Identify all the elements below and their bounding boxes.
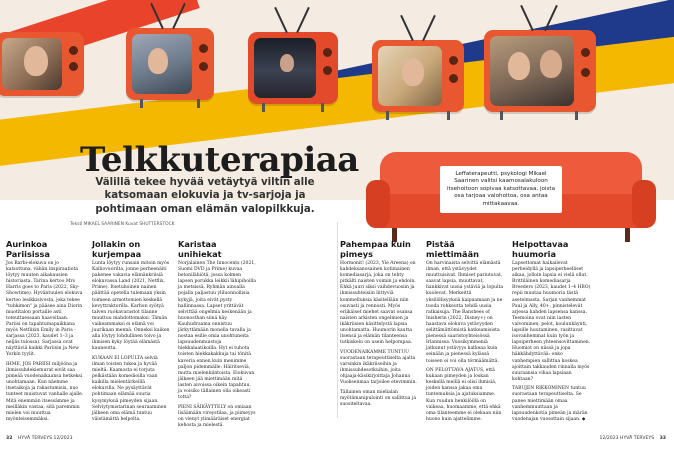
section-paragraph: PIENI SÄIKÄYTTELY on omiaan lisäämään vireystilaa, ja piimeyys on vienyt ylimääräiset energiat kehosta ja mielestä. (178, 404, 256, 428)
section-paragraph: Lunta löytyy runsain mitoin myös Kalliovuorilta, jonne perheenäiti pakenee vakavia elämänkriisiä elokuvassa Land (2021, Netflix, Prime). Itsetuhoinen nainen päättää opetella tulemaan yksin toimeen armottomien keskellä kevyttraktorilla. Karhun syötyä talven ruokavarastot tilanne muuttuu mahdottomaksi. Tämän vaikeammaksi ei elämä voi juurikaan mennä. Onneksi kaiken alla löytyy lohdullinen toivo ja ihmisen kyky löytää elämästä kauneutta. (92, 261, 170, 352)
section-paragraph: ON PELOTTAVA AJATUS, että kukaan pimeyden ja loskan keskellä meillä ei olisi ihmisiä, joiden kanssa jakaa oma tuntemuksia ja ajatuksiamme. Kun ruudun henkilöillä on vaikeaa, huomaamme, että ehkä oma tilanteemme ei olekaan niin huono kuin ajattelimme. (426, 368, 502, 422)
page-gutter (337, 222, 338, 418)
section-paragraph: Lapsettomat haikailevat perheidyllä ja lapsiperheelliset aikaa, jolloin lapsia ei vielä ollut. Brittiläinen komediasarja Breeders (2023, kaudet 1–4 HBO) repii muutaa huumoria tästä asetelmasta. Sarjan vanhemmat Paul ja Ally, 40+, pinnistelevät arjessa kahden lapsensa kanssa. Teemoina ovat niin lasten valvominen, pelot, koulunkäynti, lapsille huutaminen, rasittavat isovanhemmat kuin työn ja lapsiperheen yhteensovittaminen. Huomiot on niissä ja jopa häkkähdyttävää: onko vanhempien sallittua koskea ajoittain takkauden rinnalla myös suuraansia vihaa lapsiaan kohtaan? (512, 261, 591, 382)
tv-screen-2 (132, 34, 192, 94)
section-paragraph: TABUJEN RIKKOMINEN tuntuu suorastaan terapeuttiselta. Se panee miettimään omaa vanhemmuuttaan ja lapsuudenkotia pimeän ja märän vuodenajan vuosottain sijaan. ◆ (512, 386, 588, 422)
section-heading: Jollakin on kurjempaa (92, 239, 142, 259)
section-paragraph: IHME, JOS PARIISI miljööna ja ihmissuhdekiemurat eivät saa pimeää vuodenaikaansa hetkeksi unohtamaan. Kun näemme itsetaikoja ja rakastumisia, nuo tunteet muistuvat vanhalle ajalle. Mitä enemmän itsessämme ja meilläkin vastaa, sitä paremmin mielen voi muuttua myönteisemmäksi. (6, 362, 84, 422)
tv-screen-4 (378, 46, 442, 106)
tv-screen-1 (2, 38, 62, 90)
article-title: Telkkuterapiaa (80, 140, 359, 180)
section-heading: Karistaa unihiekat (178, 239, 222, 259)
magazine-label-right: 12/2023 HYVÄ TERVEYS (599, 436, 655, 441)
section-paragraph: Norjalainen The Innocents (2021, Suomi DVD ja Prime) kuvaa betonilähiötä, jossa kolmen lapsen porukka leikkii lähipihoilla ja metsissä. Ryhmän ainoalla pojalla paljastuu yliluonnollisia kykyjä, joita eivät pysty hallinnassa. Lapset yrittävät selvittää ongelmia keskenään ja huonosthan siinä käy. Kauhudraama onnistuu järkyttämään monella tavalla ja nostaa esille omia unohtuneita lapsuudenmuistoja hiekkalaatikoilla. Hyt ei tuhota toisten hiekkakakkuja tai tönitä kaveria ennen kuin menimme paljon pidemmälle. Häiritseviä, mutta mielenkiintoista. Elokuvan jälkeen jää miettimään mitä lasten aivoissa oikein tapahtuu, ja voisiko tällainen olla oikeasti totta? (178, 261, 257, 401)
section-heading: Pistää miettimään (426, 239, 479, 259)
section-heading: Helpottavaa huumoria (512, 239, 569, 259)
section-karistaa-unihiekat (178, 240, 256, 433)
tv-set-5 (484, 30, 596, 112)
section-heading: Aurinkoa Pariisissa (6, 239, 50, 259)
section-paragraph: Hormonit! (2023, Yle Areena) on kahdeksanosainen kotimainen komediasarja, joka on tehty pitkälti naisten voimin ja ehdoin. Ehkä juuri siksi vaihdevuosiin ja ihmissuhteisiin liittyviä kommelluksia käsitellään niin osuvasti ja rennosti. Myös eriikäiset miehet saavat osansa naisten arkisten ongelmien ja ikäkriisien käsittelystä lapsia unohtamatta. Huumorin kautta itsensä ja elämän tilanteensa tutkiskelu on usein helpompaa. (340, 261, 416, 346)
tv-set-3 (248, 32, 338, 104)
section-pistaa-miettimaan (426, 240, 504, 426)
article-byline: Teksti MIKAEL SAARINEN Kuvat SHUTTERSTOCK (70, 222, 175, 227)
section-helpottavaa-huumoria (512, 240, 592, 426)
tv-screen-3 (254, 38, 316, 98)
psychologist-callout: Leffaterapeutti, psykologi Mikael Saarinen valitsi kaamosalakuloon itsehoitoon sopivaa katsottavaa, joista osa tarjoaa valohoitoa, osa antaa mittakaavaa. (440, 166, 562, 213)
page-number-left: 32 (6, 436, 13, 441)
tv-screen-5 (490, 36, 574, 106)
folio-left (6, 436, 73, 441)
section-heading: Pahempaa kuin pimeys (340, 239, 411, 259)
tv-set-2 (126, 28, 214, 100)
tv-set-4 (372, 40, 464, 112)
magazine-label-left: HYVÄ TERVEYS 12/2023 (17, 436, 73, 441)
section-jollakin-on-kurjempaa (92, 240, 170, 426)
section-pahempaa-kuin-pimeys (340, 240, 418, 412)
section-paragraph: Tällainen oman mielialan myötämanipulointi on sallittua ja suositeltavaa. (340, 389, 417, 408)
tv-set-1 (0, 32, 84, 96)
section-aurinkoa-pariisissa (6, 240, 84, 426)
section-paragraph: VUODENAIKAMME TUNTUU suorastaan terapeuttiselta ajalta varsinkin ikäkriiseihin ja ihmissuhdesotkuihin, joita ohjaaja-käsikirjoittaja Johanna Vuoksenmaa tarjoilee etevimmin. (340, 349, 417, 386)
section-paragraph: KUKAAN EI LOPULTA selviä ilman toisten tukea ja hyvää mieltä. Kaamosta ei torjuta pelkästään komedioilla vaan kaikilla mielentärkeillä elokuvilla. Ne pysäyttävät pohtimaan elämää suuria kysymyksiä pimeyden sijaan. Selviytymistarinan seuraaminen jälkeen oma elämä tuntuu väistämättä helpolta. (92, 355, 167, 422)
page-number-right: 33 (659, 436, 666, 441)
folio-right (599, 436, 666, 441)
article-lede: Välillä tekee hyvää vetäytyä viltin alle katsomaan elokuvia ja tv-sarjoja ja pohtimaan oman elämän valopilkkuja. (95, 177, 315, 215)
section-paragraph: On harvinaista selvittä elämästä ilman, että ystävyydet muuttuisivat. Ihmiset pariutuvat, saavat lapsia, muuttavat, hankkivat uusia ystäviä ja lopulta kuolevat. Merkeittä yksilöllisyyksiä kaipaamaan ja ne tuoda rohkeutta tehdä uusia ratkaisuja. The Banshees of Inisherin (2022, Disney+) on haastava elokuva ystävyyden selittämättömistä katkeamisista pienessä saaristoyhteisössä Irlannissa. Vuosikymmeniä jatkunut ystävyys katkeaa kuin seinään ja pienessä kylässä toiseen ei voi olla törmäämättä. (426, 261, 504, 364)
section-paragraph: Jos Barbi-elokuva on jo katsottuna, vähän inspiraatiota löytyy muuten aikakausien historiasta. Tarina kertoo Mrs Harris goes to Paris (2022, Sky-Showtime). Hyväntuulen elokuva kertoo lesikkisivosta, joka tekee "tuhkimon" ja pääsee aina Diorin muotitalon portaille asti toteuttaessaan haaveitaan. Pariisi on tapahtumapaikkana myös Netflixin Emily in Paris -sarjassa (2023, kaudet 1–3 ja neljäs tulossa). Sarjassa ovat näyttäviä kaikki Pariisin ja New Yorkin tyylit. (6, 261, 83, 358)
